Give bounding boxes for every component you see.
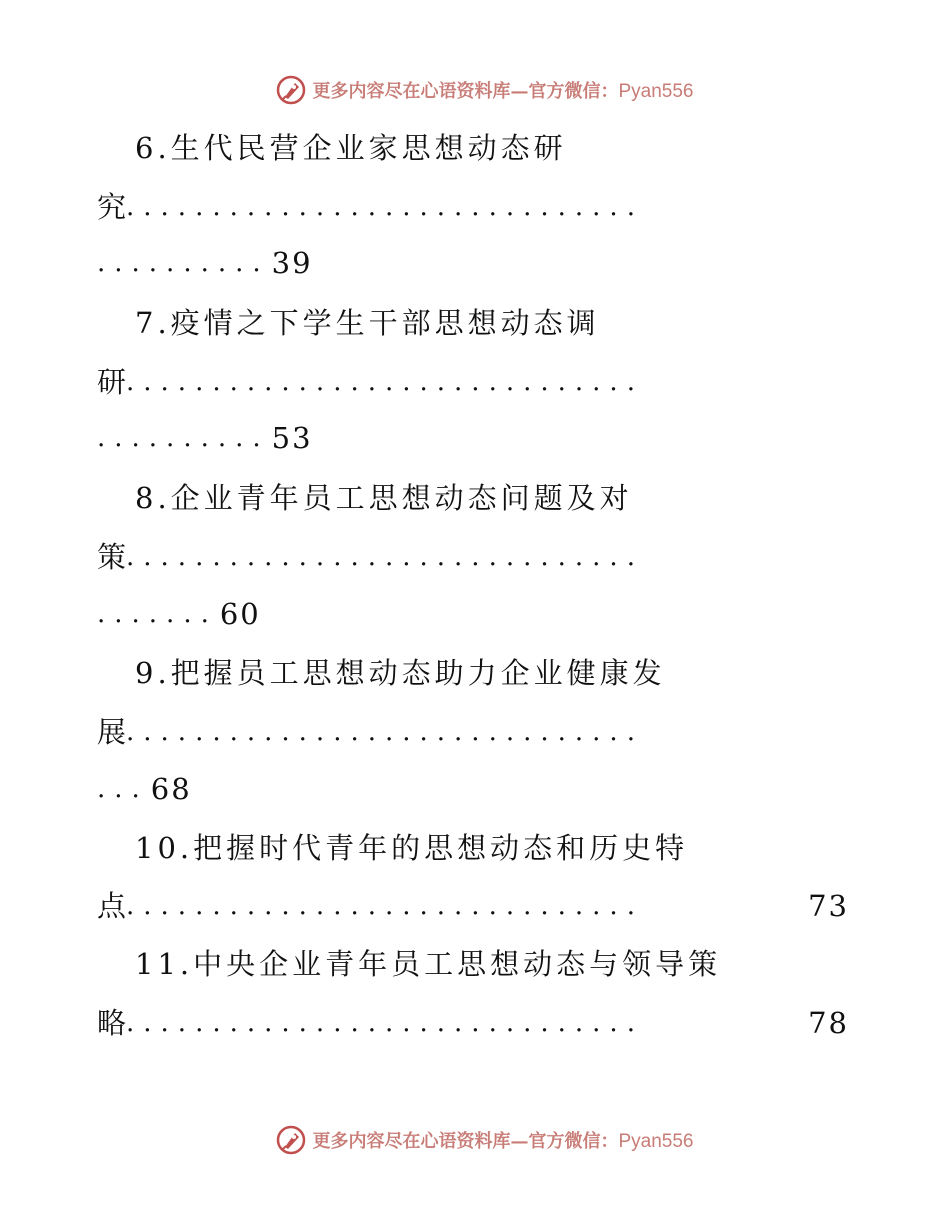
toc-entry-lead-char: 策 <box>97 540 127 574</box>
footer-watermark <box>0 1120 950 1160</box>
watermark-text: 更多内容尽在心语资料库—官方微信：Pyan556 <box>312 1131 694 1152</box>
watermark-text: 更多内容尽在心语资料库—官方微信：Pyan556 <box>312 81 694 102</box>
toc-dot-leader: .............................. <box>126 891 644 921</box>
toc-entry-title: 11.中央企业青年员工思想动态与领导策 <box>135 947 722 981</box>
toc-entry-page-line <box>97 245 313 281</box>
toc-page-number: 68 <box>150 772 192 806</box>
toc-entry-page-line <box>97 771 192 807</box>
toc-page-number: 78 <box>808 1006 849 1040</box>
toc-page-number: 53 <box>271 421 313 455</box>
toc-entry-page-line <box>97 596 261 632</box>
toc-dot-leader-cont: ....... <box>97 599 218 629</box>
toc-entry-leader <box>97 364 849 400</box>
toc-entry-page-line <box>97 420 313 456</box>
toc-dot-leader-cont: .......... <box>97 248 270 278</box>
toc-entry-title: 9.把握员工思想动态助力企业健康发 <box>135 656 666 690</box>
toc-dot-leader: .............................. <box>126 367 644 397</box>
toc-page-number: 73 <box>808 889 849 923</box>
pen-nib-icon <box>276 1125 306 1155</box>
toc-entry-leader <box>97 1005 849 1041</box>
toc-dot-leader: .............................. <box>126 717 644 747</box>
toc-dot-leader-cont: ... <box>97 774 149 804</box>
toc-entry-lead-char: 略 <box>97 1006 127 1040</box>
toc-page-number: 39 <box>271 246 313 280</box>
toc-entry-lead-char: 研 <box>97 365 127 399</box>
pen-nib-icon <box>276 75 306 105</box>
toc-dot-leader: .............................. <box>126 192 644 222</box>
toc-dot-leader-cont: .......... <box>97 423 270 453</box>
toc-entry-title: 6.生代民营企业家思想动态研 <box>135 131 567 165</box>
toc-entry-leader <box>97 189 849 225</box>
toc-dot-leader: .............................. <box>126 542 644 572</box>
toc-entry-title: 10.把握时代青年的思想动态和历史特 <box>135 831 689 865</box>
toc-page-number: 60 <box>219 597 261 631</box>
toc-entry-leader <box>97 888 849 924</box>
toc-entry-leader <box>97 539 849 575</box>
toc-dot-leader: .............................. <box>126 1008 644 1038</box>
toc-entry-lead-char: 展 <box>97 715 127 749</box>
toc-entry-lead-char: 究 <box>97 190 127 224</box>
toc-entry-leader <box>97 714 849 750</box>
header-watermark <box>0 70 950 110</box>
toc-entry-title: 8.企业青年员工思想动态问题及对 <box>135 481 633 515</box>
toc-entry-title: 7.疫情之下学生干部思想动态调 <box>135 306 600 340</box>
toc-entry-lead-char: 点 <box>97 889 127 923</box>
